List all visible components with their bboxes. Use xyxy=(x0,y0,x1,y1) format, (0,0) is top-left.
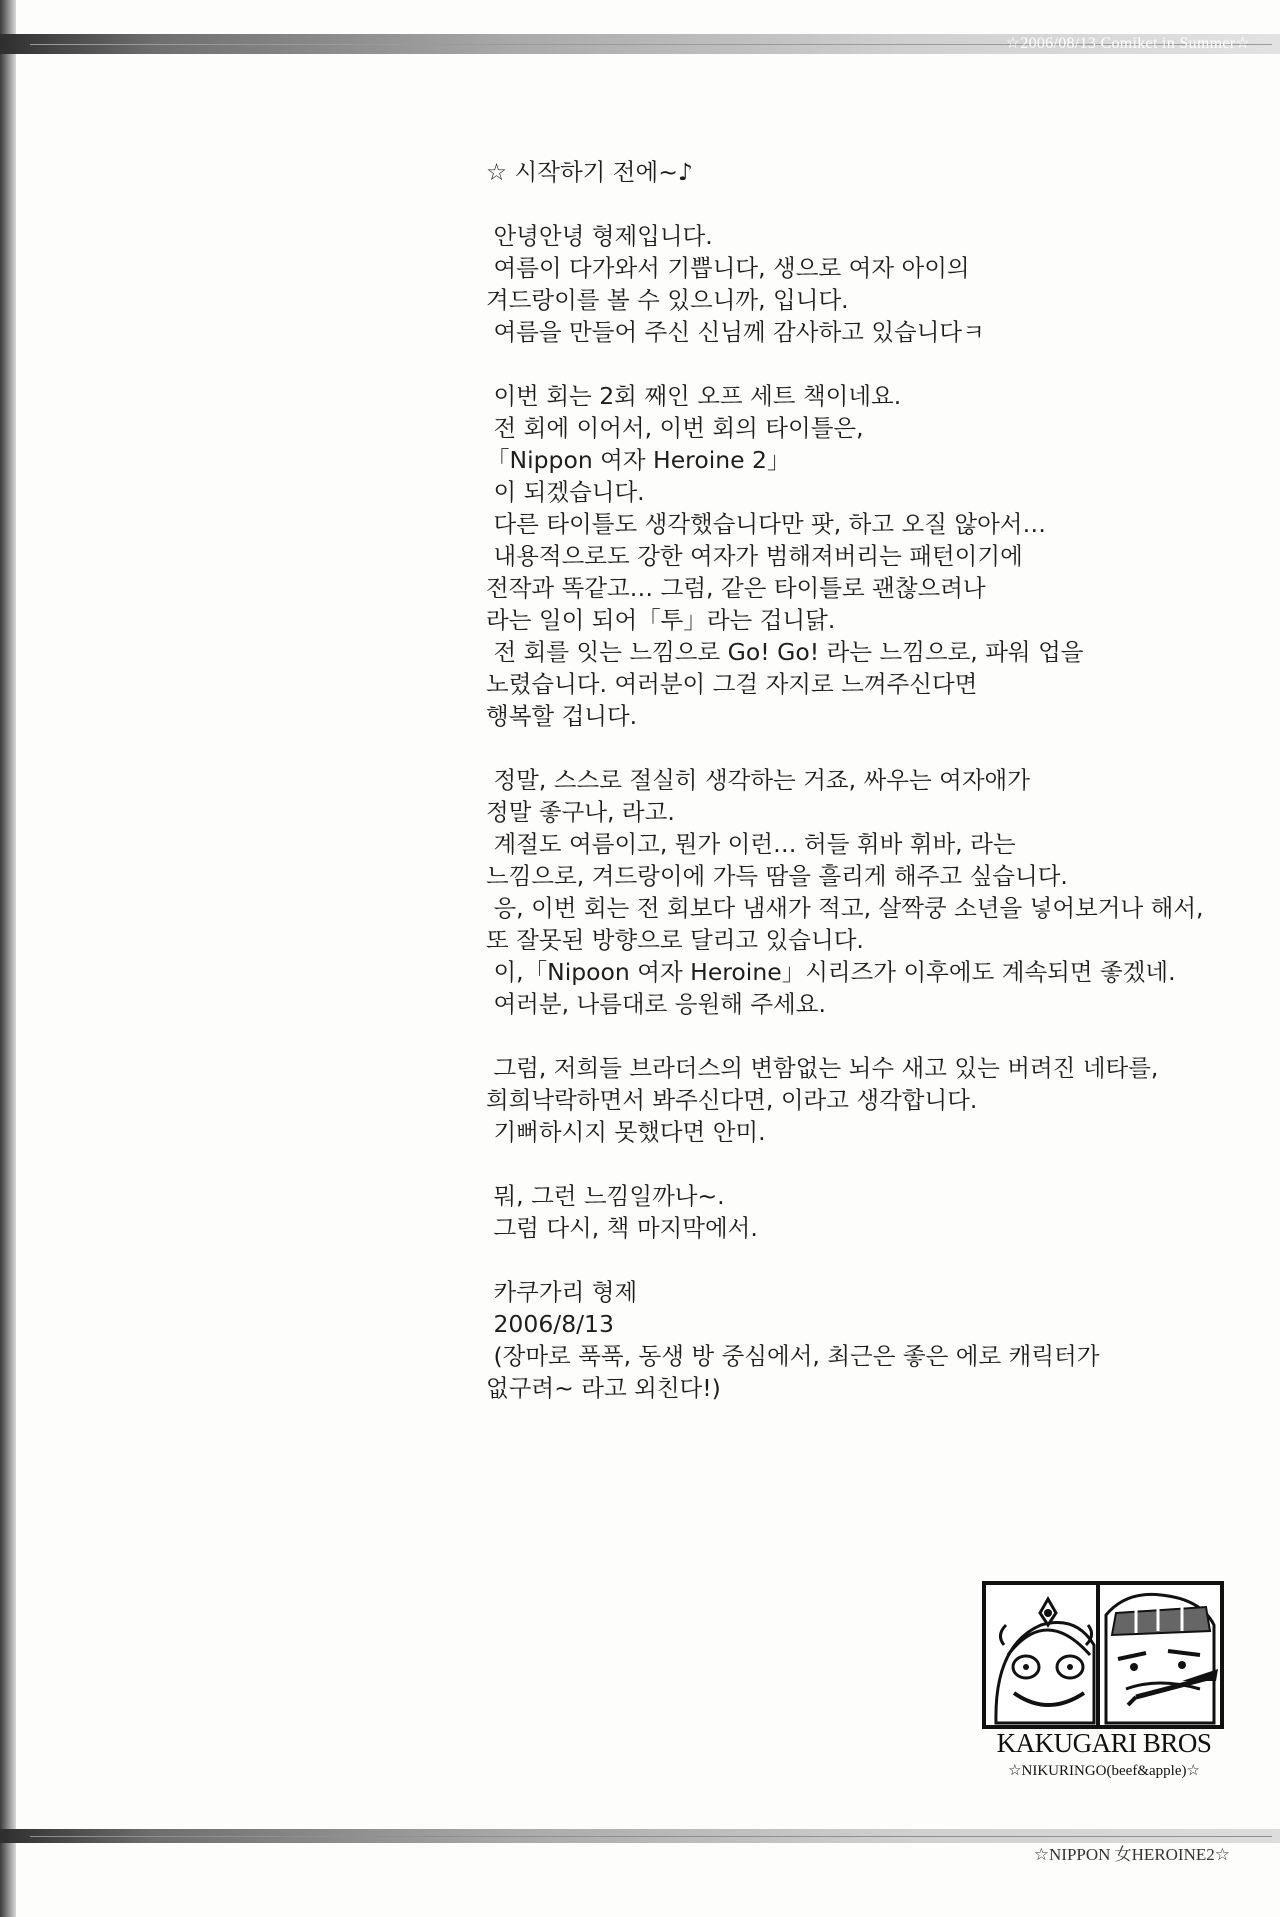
footer-caption: ☆NIPPON 女HEROINE2☆ xyxy=(1033,1845,1230,1864)
text-line: 안녕안녕 형제입니다. xyxy=(486,222,713,250)
circle-logo-illustration xyxy=(982,1581,1224,1729)
header-caption: ☆2006/08/13 Comiket in Summer☆ xyxy=(1005,35,1250,52)
text-line: 정말 좋구나, 라고. xyxy=(486,798,675,826)
text-line: 정말, 스스로 절실히 생각하는 거죠, 싸우는 여자애가 xyxy=(486,766,1030,794)
paragraph-gap xyxy=(486,1020,1246,1052)
text-line: 여러분, 나름대로 응원해 주세요. xyxy=(486,990,826,1018)
text-line: 이 되겠습니다. xyxy=(486,478,645,506)
text-line: 계절도 여름이고, 뭔가 이런… 허들 휘바 휘바, 라는 xyxy=(486,830,1016,858)
text-line: 여름을 만들어 주신 신님께 감사하고 있습니다ㅋ xyxy=(486,318,985,346)
paragraph-gap xyxy=(486,348,1246,380)
text-line: 전 회를 잇는 느낌으로 Go! Go! 라는 느낌으로, 파워 업을 xyxy=(486,638,1084,666)
circle-name: KAKUGARI BROS xyxy=(996,1728,1212,1758)
text-line: 「Nippon 여자 Heroine 2」 xyxy=(486,446,791,474)
text-line: 이번 회는 2회 째인 오프 세트 책이네요. xyxy=(486,382,902,410)
text-line: (장마로 푹푹, 동생 방 중심에서, 최근은 좋은 에로 캐릭터가 xyxy=(486,1342,1100,1370)
text-line: 카쿠가리 형제 xyxy=(486,1278,638,1306)
text-line: ☆ 시작하기 전에~♪ xyxy=(486,158,693,186)
text-line: 희희낙락하면서 봐주신다면, 이라고 생각합니다. xyxy=(486,1086,978,1114)
text-line: 전 회에 이어서, 이번 회의 타이틀은, xyxy=(486,414,864,442)
text-line: 2006/8/13 xyxy=(486,1310,614,1338)
footer-bar-stripe xyxy=(30,1836,1272,1837)
paragraph-gap xyxy=(486,188,1246,220)
text-line: 전작과 똑같고… 그럼, 같은 타이틀로 괜찮으려나 xyxy=(486,574,986,602)
text-line: 느낌으로, 겨드랑이에 가득 땀을 흘리게 해주고 싶습니다. xyxy=(486,862,1068,890)
circle-subtitle: ☆NIKURINGO(beef&apple)☆ xyxy=(1008,1763,1200,1779)
page-left-edge xyxy=(0,0,16,1917)
text-line: 그럼, 저희들 브라더스의 변함없는 뇌수 새고 있는 버려진 네타를, xyxy=(486,1054,1159,1082)
text-line: 행복할 겁니다. xyxy=(486,702,638,730)
text-line: 이,「Nipoon 여자 Heroine」시리즈가 이후에도 계속되면 좋겠네. xyxy=(486,958,1176,986)
text-line: 다른 타이틀도 생각했습니다만 팟, 하고 오질 않아서… xyxy=(486,510,1046,538)
text-line: 응, 이번 회는 전 회보다 냄새가 적고, 살짝쿵 소년을 넣어보거나 해서, xyxy=(486,894,1204,922)
text-line: 노렸습니다. 여러분이 그걸 자지로 느껴주신다면 xyxy=(486,670,978,698)
text-line: 라는 일이 되어「투」라는 겁니닭. xyxy=(486,606,836,634)
text-line: 뭐, 그런 느낌일까나~. xyxy=(486,1182,725,1210)
text-line: 없구려~ 라고 외친다!) xyxy=(486,1374,721,1402)
text-line: 내용적으로도 강한 여자가 범해져버리는 패턴이기에 xyxy=(486,542,1023,570)
logo-drawing xyxy=(986,1585,1220,1725)
text-line: 그럼 다시, 책 마지막에서. xyxy=(486,1214,758,1242)
text-line: 겨드랑이를 볼 수 있으니까, 입니다. xyxy=(486,286,849,314)
paragraph-gap xyxy=(486,732,1246,764)
paragraph-gap xyxy=(486,1148,1246,1180)
text-line: 기뻐하시지 못했다면 안미. xyxy=(486,1118,766,1146)
text-line: 여름이 다가와서 기쁩니다, 생으로 여자 아이의 xyxy=(486,254,970,282)
afterword-text xyxy=(486,156,1246,1404)
paragraph-gap xyxy=(486,1244,1246,1276)
text-line: 또 잘못된 방향으로 달리고 있습니다. xyxy=(486,926,864,954)
